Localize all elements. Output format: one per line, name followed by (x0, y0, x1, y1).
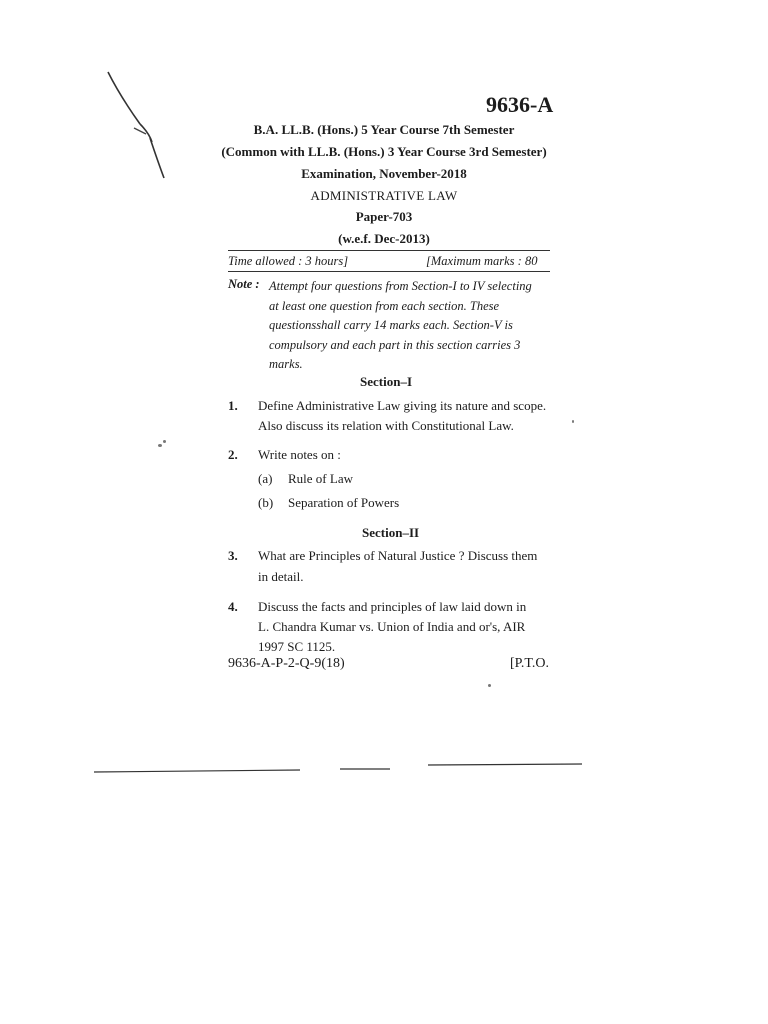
course-line: B.A. LL.B. (Hons.) 5 Year Course 7th Semester (253, 122, 515, 137)
subject-title: ADMINISTRATIVE LAW (310, 188, 458, 203)
paper-number: Paper-703 (355, 209, 413, 224)
question-text: Define Administrative Law giving its nature and scope. (258, 398, 547, 413)
time-allowed: Time allowed : 3 hours] (228, 254, 349, 268)
section-heading: Section–II (362, 525, 420, 540)
sub-part-label: (b) (258, 495, 274, 510)
scan-speck (163, 440, 166, 443)
question-text: L. Chandra Kumar vs. Union of India and or's, AIR (258, 619, 526, 634)
question-number: 4. (228, 599, 238, 614)
note-line: questionsshall carry 14 marks each. Section-V is (269, 318, 513, 332)
bottom-dash-3 (428, 764, 582, 765)
note-line: marks. (269, 357, 303, 371)
note-label: Note : (228, 277, 260, 291)
question-text: Also discuss its relation with Constitutional Law. (258, 418, 514, 433)
question-text: 1997 SC 1125. (258, 639, 336, 654)
sub-part-text: Rule of Law (288, 471, 353, 486)
question-number: 3. (228, 548, 238, 563)
scan-speck (158, 444, 162, 447)
common-with-line: (Common with LL.B. (Hons.) 3 Year Course 3rd Semester) (221, 144, 547, 159)
pen-stroke-lower (150, 138, 164, 178)
note-line: at least one question from each section. These (269, 298, 500, 313)
bottom-dash-1 (94, 770, 300, 772)
paper-code: 9636-A (486, 92, 554, 117)
header-rule-bottom (228, 271, 550, 272)
sub-part-label: (a) (258, 471, 273, 486)
question-text: What are Principles of Natural Justice ? Discuss them (258, 548, 538, 563)
question-text: Write notes on : (258, 447, 341, 462)
exam-line: Examination, November-2018 (301, 166, 467, 181)
sub-part-text: Separation of Powers (288, 495, 400, 510)
section-heading: Section–I (360, 374, 412, 389)
question-text: in detail. (258, 569, 304, 584)
question-number: 2. (228, 447, 238, 462)
scan-speck (572, 420, 574, 423)
footer-paper-code: 9636-A-P-2-Q-9(18) (228, 656, 345, 671)
question-number: 1. (228, 398, 238, 413)
maximum-marks: [Maximum marks : 80 (426, 254, 538, 268)
header-rule (228, 250, 550, 251)
page-turn-marker: [P.T.O. (510, 656, 550, 671)
note-text (269, 277, 559, 375)
scan-speck (488, 684, 491, 687)
pen-stroke-top (108, 72, 140, 124)
note-line: Attempt four questions from Section-I to IV selecting (269, 279, 532, 293)
note-line: compulsory and each part in this section carries 3 (269, 337, 521, 352)
wef-line: (w.e.f. Dec-2013) (338, 231, 430, 246)
question-text: Discuss the facts and principles of law laid down in (258, 599, 527, 614)
